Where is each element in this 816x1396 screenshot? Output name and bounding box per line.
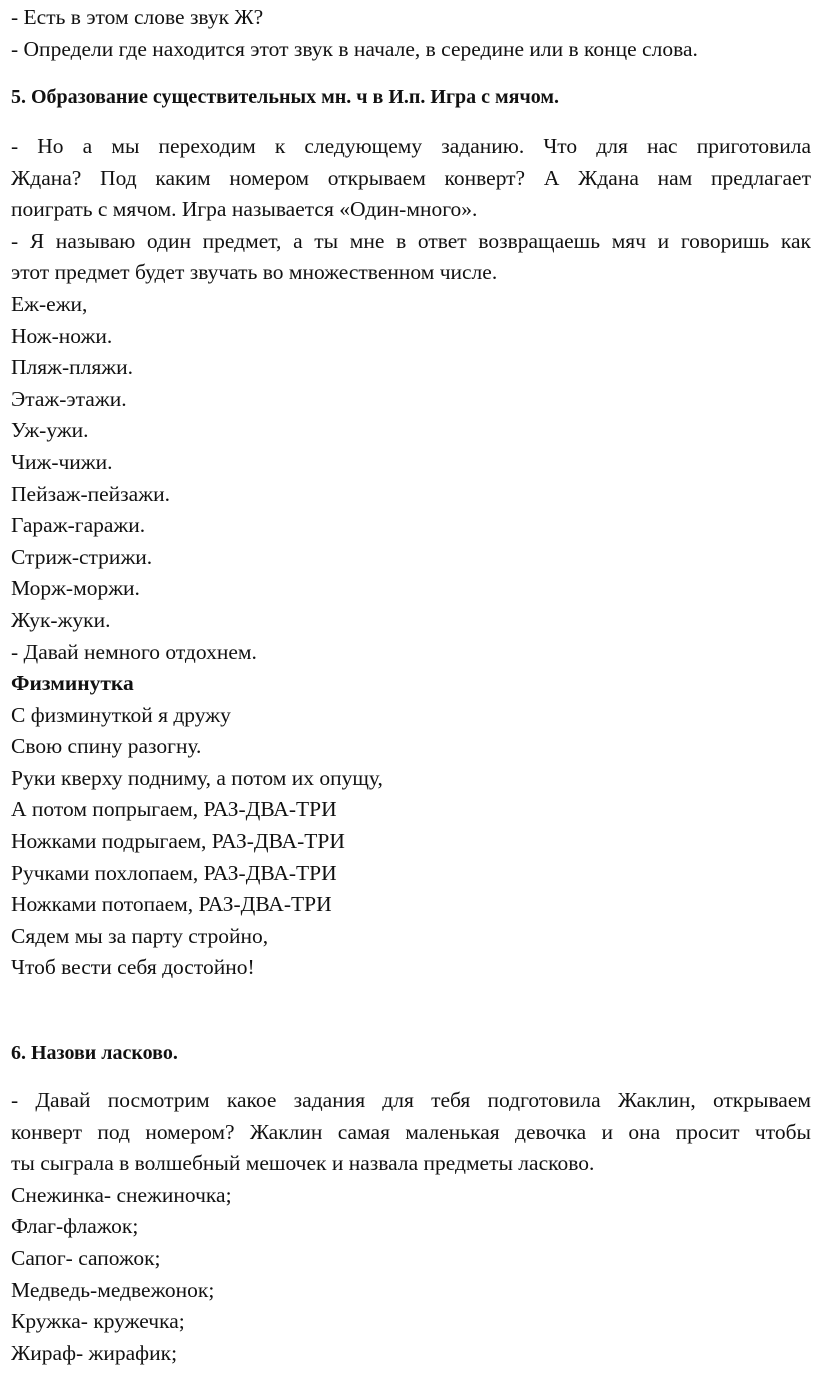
fizminutka-poem	[11, 700, 811, 984]
list-item: Морж-моржи.	[11, 576, 140, 601]
diminutive-word-list	[11, 1180, 811, 1370]
list-item: Стриж-стрижи.	[11, 544, 153, 569]
list-item: Кружка- кружечка;	[11, 1309, 185, 1334]
poem-line: Ручками похлопаем, РАЗ-ДВА-ТРИ	[11, 860, 337, 885]
list-item: Флаг-флажок;	[11, 1214, 139, 1239]
poem-line: Чтоб вести себя достойно!	[11, 955, 255, 980]
list-item: Пляж-пляжи.	[11, 355, 134, 380]
fizminutka-title: Физминутка	[11, 671, 134, 696]
rest-line: - Давай немного отдохнем.	[11, 639, 257, 664]
list-item: Жираф- жирафик;	[11, 1340, 178, 1365]
paragraph-line: Ждана? Под каким номером открываем конверт? А Ждана нам предлагает	[11, 165, 811, 190]
paragraph-line: конверт под номером? Жаклин самая маленькая девочка и она просит чтобы	[11, 1119, 811, 1144]
list-item: Пейзаж-пейзажи.	[11, 481, 170, 506]
section-6-body	[11, 1085, 811, 1369]
paragraph-line: - Я называю один предмет, а ты мне в ответ возвращаешь мяч и говоришь как	[11, 228, 811, 253]
paragraph-line: - Давай посмотрим какое задания для тебя подготовила Жаклин, открываем	[11, 1088, 811, 1112]
question-line-1: - Есть в этом слове звук Ж?	[11, 5, 264, 29]
list-item: Уж-ужи.	[11, 418, 89, 443]
poem-line: А потом попрыгаем, РАЗ-ДВА-ТРИ	[11, 797, 337, 822]
section-5-paragraph-1	[11, 131, 811, 984]
paragraph-line: этот предмет будет звучать во множественном числе.	[11, 260, 498, 285]
section-6-heading: 6. Назови ласково.	[11, 1042, 178, 1064]
poem-line: Сядем мы за парту стройно,	[11, 923, 269, 948]
list-item: Медведь-медвежонок;	[11, 1277, 215, 1302]
section-5-heading: 5. Образование существительных мн. ч в И.п. Игра с мячом.	[11, 86, 560, 108]
list-item: Этаж-этажи.	[11, 386, 127, 411]
poem-line: Руки кверху подниму, а потом их опущу,	[11, 765, 383, 790]
list-item: Нож-ножи.	[11, 323, 113, 348]
paragraph-line: ты сыграла в волшебный мешочек и назвала предметы ласково.	[11, 1151, 595, 1176]
paragraph-line: - Но а мы переходим к следующему заданию. Что для нас приготовила	[11, 134, 811, 158]
list-item: Гараж-гаражи.	[11, 513, 146, 538]
poem-line: С физминуткой я дружу	[11, 702, 231, 727]
list-item: Еж-ежи,	[11, 291, 88, 316]
poem-line: Ножками потопаем, РАЗ-ДВА-ТРИ	[11, 892, 332, 917]
paragraph-line: поиграть с мячом. Игра называется «Один-много».	[11, 197, 478, 222]
list-item: Жук-жуки.	[11, 607, 111, 632]
list-item: Снежинка- снежиночка;	[11, 1182, 232, 1207]
list-item: Сапог- сапожок;	[11, 1245, 161, 1270]
poem-line: Свою спину разогну.	[11, 734, 202, 759]
plural-word-list	[11, 289, 811, 637]
list-item: Чиж-чижи.	[11, 449, 113, 474]
question-line-2: - Определи где находится этот звук в начале, в середине или в конце слова.	[11, 37, 698, 61]
poem-line: Ножками подрыгаем, РАЗ-ДВА-ТРИ	[11, 829, 345, 854]
